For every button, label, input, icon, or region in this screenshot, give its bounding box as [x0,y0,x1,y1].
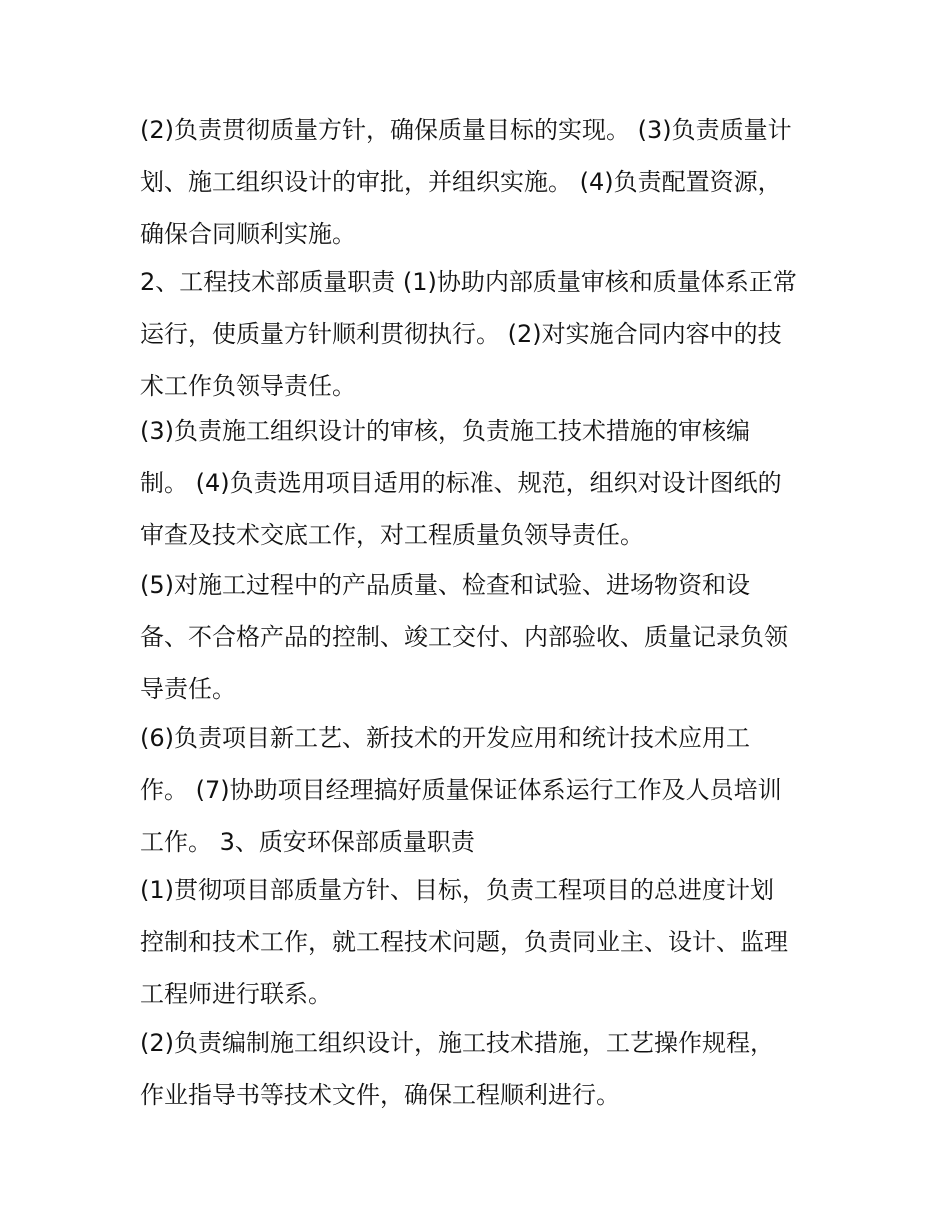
text-line: 备、不合格产品的控制、竣工交付、内部验收、质量记录负领 [140,623,788,651]
text-line: 作。 (7)协助项目经理搞好质量保证体系运行工作及人员培训 [140,776,782,804]
text-line: (6)负责项目新工艺、新技术的开发应用和统计技术应用工 [140,724,750,752]
text-line: 划、施工组织设计的审批，并组织实施。 (4)负责配置资源， [140,168,782,196]
text-line: 运行，使质量方针顺利贯彻执行。 (2)对实施合同内容中的技 [140,320,782,348]
text-line: (5)对施工过程中的产品质量、检查和试验、进场物资和设 [140,571,750,599]
text-line: 工程师进行联系。 [140,980,332,1008]
text-line: (3)负责施工组织设计的审核，负责施工技术措施的审核编 [140,417,750,445]
paragraph-leader-duties [140,104,792,260]
text-line: (2)负责编制施工组织设计，施工技术措施，工艺操作规程， [140,1029,774,1057]
text-line: (2)负责贯彻质量方针，确保质量目标的实现。 (3)负责质量计 [140,116,792,144]
text-line: 作业指导书等技术文件，确保工程顺利进行。 [140,1081,620,1109]
text-line: 制。 (4)负责选用项目适用的标准、规范，组织对设计图纸的 [140,469,782,497]
text-line: 审查及技术交底工作，对工程质量负领导责任。 [140,521,644,549]
text-line: 2、工程技术部质量职责 (1)协助内部质量审核和质量体系正常 [140,268,797,296]
paragraph-quality-safety-dept [140,864,788,1020]
paragraph-technical-documents [140,1017,774,1121]
text-line: 确保合同顺利实施。 [140,220,356,248]
paragraph-product-quality [140,559,788,715]
text-line: 导责任。 [140,675,236,703]
text-line: (1)贯彻项目部质量方针、目标，负责工程项目的总进度计划 [140,876,774,904]
paragraph-engineering-dept-duties [140,256,797,412]
text-line: 控制和技术工作，就工程技术问题，负责同业主、设计、监理 [140,928,788,956]
paragraph-design-review [140,405,782,561]
text-line: 工作。 3、质安环保部质量职责 [140,828,475,856]
text-line: 术工作负领导责任。 [140,372,356,400]
paragraph-new-technology [140,712,782,868]
